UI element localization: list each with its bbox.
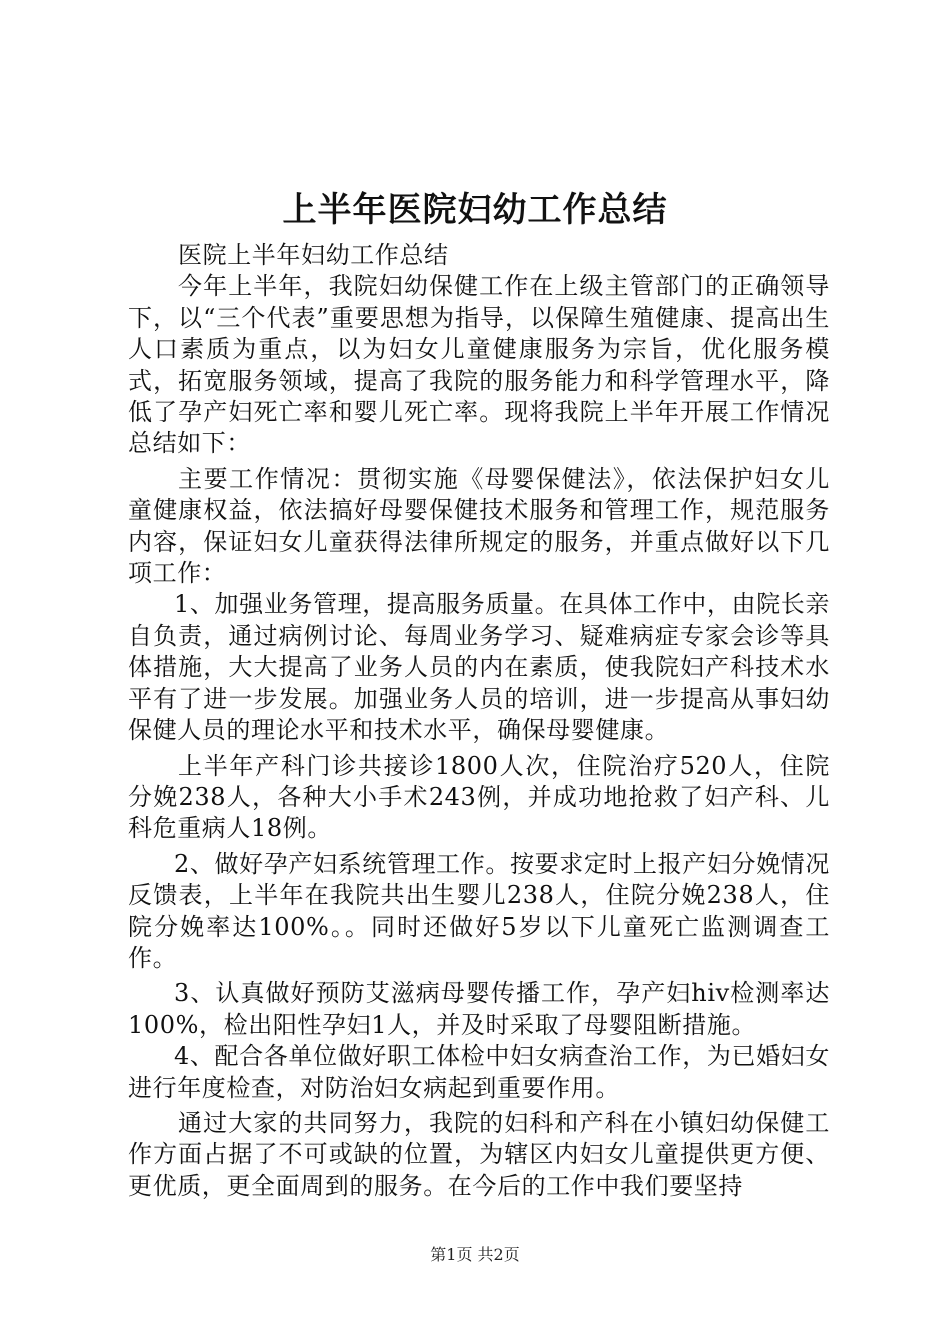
document-title: 上半年医院妇幼工作总结: [282, 190, 668, 230]
work-item-3-paragraph: 3、认真做好预防艾滋病母婴传播工作，孕产妇hiv检测率达100%，检出阳性孕妇1人，并及时采取了母婴阻断措施。: [128, 979, 830, 1039]
document-subtitle-paragraph: 医院上半年妇幼工作总结: [178, 241, 449, 269]
document-body: [128, 240, 830, 1202]
work-item-4-paragraph: 4、配合各单位做好职工体检中妇女病查治工作，为已婚妇女进行年度检查，对防治妇女病起到重要作用。: [128, 1042, 830, 1102]
main-work-paragraph: 主要工作情况：贯彻实施《母婴保健法》，依法保护妇女儿童健康权益，依法搞好母婴保健技术服务和管理工作，规范服务内容，保证妇女儿童获得法律所规定的服务，并重点做好以下几项工作：: [128, 464, 830, 588]
conclusion-paragraph: 通过大家的共同努力，我院的妇科和产科在小镇妇幼保健工作方面占据了不可或缺的位置，为辖区内妇女儿童提供更方便、更优质，更全面周到的服务。在今后的工作中我们要坚持: [128, 1108, 830, 1200]
intro-paragraph: 今年上半年，我院妇幼保健工作在上级主管部门的正确领导下，以“三个代表”重要思想为指导，以保障生殖健康、提高出生人口素质为重点，以为妇女儿童健康服务为宗旨，优化服务模式，拓宽服务领域，提高了我院的服务能力和科学管理水平，降低了孕产妇死亡率和婴儿死亡率。现将我院上半年开展工作情况总结如下：: [128, 272, 830, 458]
work-item-1-paragraph: 1、加强业务管理，提高服务质量。在具体工作中，由院长亲自负责，通过病例讨论、每周业务学习、疑难病症专家会诊等具体措施，大大提高了业务人员的内在素质，使我院妇产科技术水平有了进一步发展。加强业务人员的培训，进一步提高从事妇幼保健人员的理论水平和技术水平，确保母婴健康。: [128, 590, 830, 745]
work-item-2-paragraph: 2、做好孕产妇系统管理工作。按要求定时上报产妇分娩情况反馈表，上半年在我院共出生婴儿238人，住院分娩238人，住院分娩率达100%。。同时还做好5岁以下儿童死亡监测调查工作。: [128, 849, 830, 972]
statistics-paragraph: 上半年产科门诊共接诊1800人次，住院治疗520人，住院分娩238人，各种大小手术243例，并成功地抢救了妇产科、儿科危重病人18例。: [128, 751, 830, 843]
page-number-footer: 第1页 共2页: [430, 1245, 520, 1264]
